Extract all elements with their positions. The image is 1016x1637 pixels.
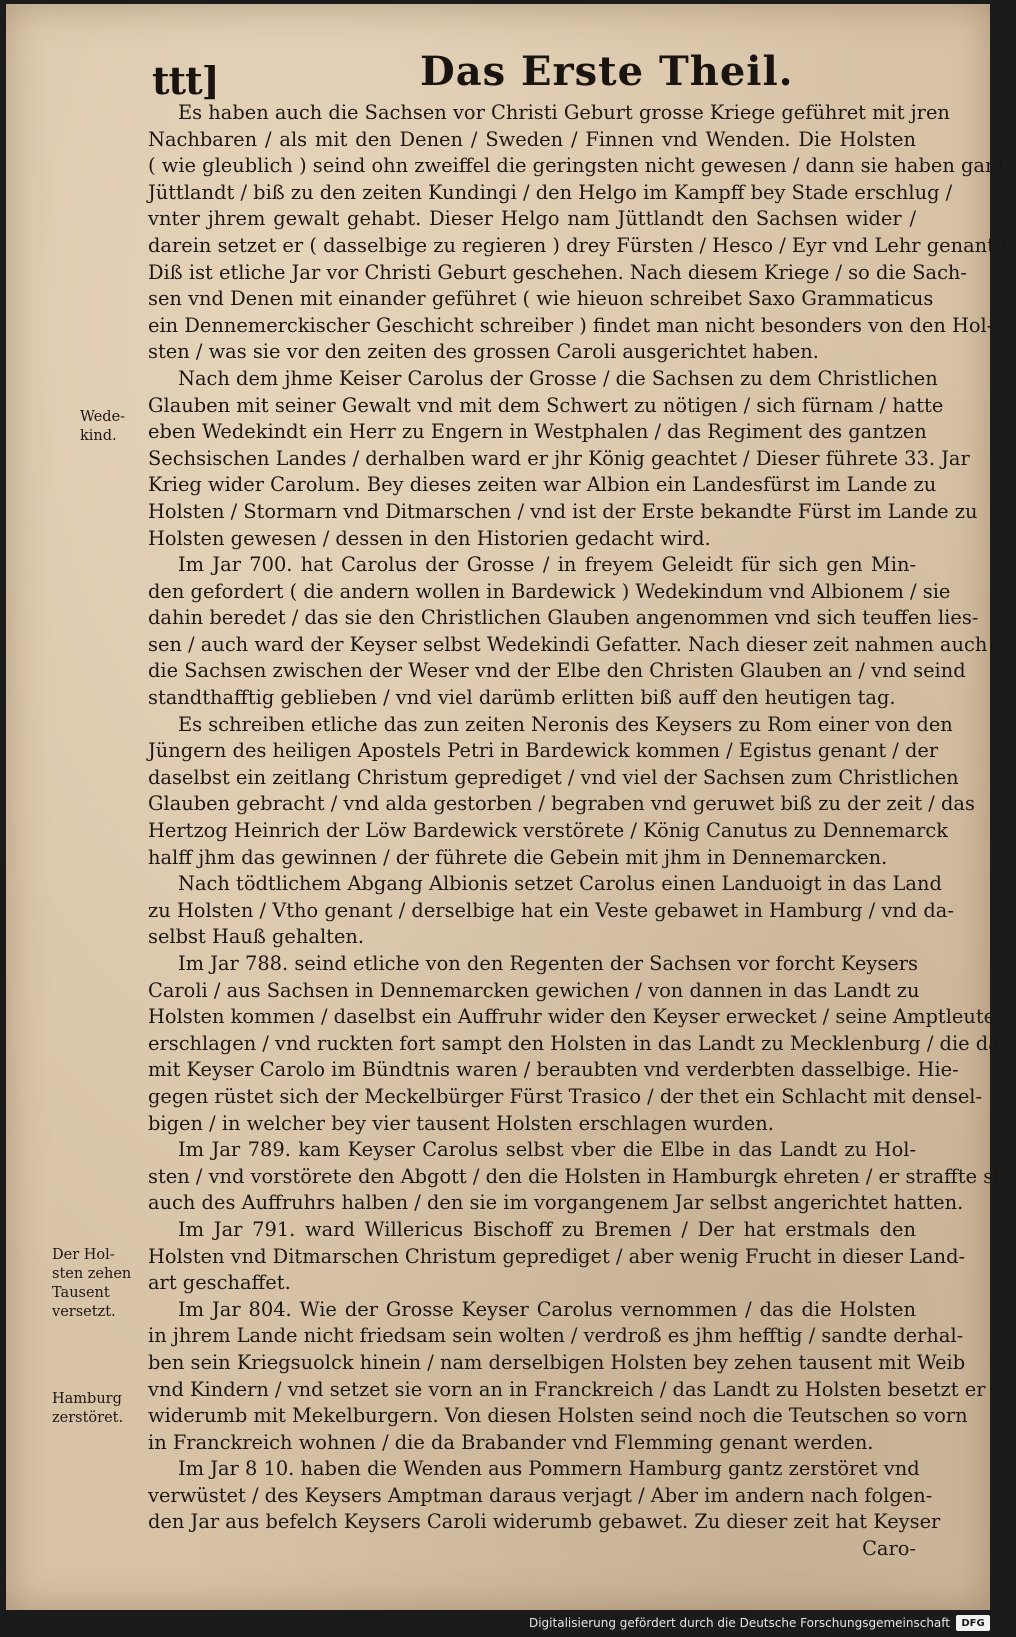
text-line: ein Dennemerckischer Geschicht schreiber ) findet man nicht besonders von den Hol- <box>148 313 994 337</box>
text-line: Caroli / aus Sachsen in Dennemarcken gewichen / von dannen in das Landt zu <box>148 978 920 1002</box>
margin-note-wedekind <box>80 408 125 446</box>
catchword: Caro- <box>862 1537 916 1561</box>
main-text-block <box>148 100 1016 1563</box>
text-line: Im Jar 791. ward Willericus Bischoff zu Bremen / Der hat erstmals den <box>178 1217 916 1241</box>
text-line: Im Jar 700. hat Carolus der Grosse / in freyem Geleidt für sich gen Min- <box>178 553 916 577</box>
page-number: ttt] <box>152 58 219 103</box>
text-line: mit Keyser Carolo im Bündtnis waren / beraubten vnd verderbten dasselbige. Hie- <box>148 1058 959 1082</box>
margin-note-line: kind. <box>80 428 117 444</box>
text-line: sen / auch ward der Keyser selbst Wedekindi Gefatter. Nach dieser zeit nahmen auch <box>148 632 988 656</box>
text-line: Nach dem jhme Keiser Carolus der Grosse / die Sachsen zu dem Christlichen <box>178 366 938 390</box>
text-line: halff jhm das gewinnen / der führete die Gebein mit jhm in Dennemarcken. <box>148 845 888 869</box>
text-line: widerumb mit Mekelburgern. Von diesen Holsten seind noch die Teutschen so vorn <box>148 1404 968 1428</box>
text-line: Holsten / Stormarn vnd Ditmarschen / vnd ist der Erste bekandte Fürst im Lande zu <box>148 499 978 523</box>
text-line: Glauben gebracht / vnd alda gestorben / begraben vnd geruwet biß zu der zeit / das <box>148 792 975 816</box>
margin-note-line: Der Hol- <box>52 1247 115 1263</box>
text-line: sten / was sie vor den zeiten des grossen Caroli ausgerichtet haben. <box>148 340 819 364</box>
text-line: den Jar aus befelch Keysers Caroli widerumb gebawet. Zu dieser zeit hat Keyser <box>148 1510 941 1534</box>
text-line: Es schreiben etliche das zun zeiten Neronis des Keysers zu Rom einer von den <box>178 712 953 736</box>
text-line: Im Jar 8 10. haben die Wenden aus Pommern Hamburg gantz zerstöret vnd <box>178 1457 920 1481</box>
text-line: erschlagen / vnd ruckten fort sampt den Holsten in das Landt zu Mecklenburg / die da <box>148 1031 1000 1055</box>
text-line: ( wie gleublich ) seind ohn zweiffel die geringsten nicht gewesen / dann sie haben gantz <box>148 154 1016 178</box>
text-line: ben sein Kriegsuolck hinein / nam derselbigen Holsten bey zehen tausent mit Weib <box>148 1350 966 1374</box>
text-line: standthafftig geblieben / vnd viel darümb erlitten biß auff den heutigen tag. <box>148 686 896 710</box>
text-line: vnd Kindern / vnd setzet sie vorn an in Franckreich / das Landt zu Holsten besetzt er <box>148 1377 986 1401</box>
margin-note-hamburg-zerstoeret <box>52 1390 123 1428</box>
digitization-footer <box>529 1613 990 1633</box>
text-line: in Franckreich wohnen / die da Brabander vnd Flemming genant werden. <box>148 1430 874 1454</box>
margin-note-line: versetzt. <box>52 1304 116 1320</box>
text-line: verwüstet / des Keysers Amptman daraus verjagt / Aber im andern nach folgen- <box>148 1483 933 1507</box>
text-line: Holsten vnd Ditmarschen Christum geprediget / aber wenig Frucht in dieser Land- <box>148 1244 966 1268</box>
text-line: Glauben mit seiner Gewalt vnd mit dem Schwert zu nötigen / sich fürnam / hatte <box>148 393 944 417</box>
text-line: art geschaffet. <box>148 1271 291 1295</box>
text-line: sten / vnd vorstörete den Abgott / den die Holsten in Hamburgk ehreten / er straffte sie <box>148 1164 1011 1188</box>
text-line: Krieg wider Carolum. Bey dieses zeiten war Albion ein Landesfürst im Lande zu <box>148 473 937 497</box>
text-line: die Sachsen zwischen der Weser vnd der Elbe den Christen Glauben an / vnd seind <box>148 659 966 683</box>
margin-note-line: zerstöret. <box>52 1410 124 1426</box>
text-line: Diß ist etliche Jar vor Christi Geburt geschehen. Nach diesem Kriege / so die Sach- <box>148 260 967 284</box>
text-line: Sechsischen Landes / derhalben ward er jhr König geachtet / Dieser führete 33. Jar <box>148 446 970 470</box>
margin-note-line: Wede- <box>80 409 126 425</box>
footer-credit-text: Digitalisierung gefördert durch die Deutsche Forschungsgemeinschaft <box>528 1616 950 1630</box>
dfg-logo-icon: DFG <box>956 1615 990 1631</box>
text-line: Jüngern des heiligen Apostels Petri in Bardewick kommen / Egistus genant / der <box>148 739 939 763</box>
text-line: Jüttlandt / biß zu den zeiten Kundingi / den Helgo im Kampff bey Stade erschlug / <box>148 180 953 204</box>
text-line: Im Jar 804. Wie der Grosse Keyser Carolus vernommen / das die Holsten <box>178 1297 916 1321</box>
text-line: den gefordert ( die andern wollen in Bardewick ) Wedekindum vnd Albionem / sie <box>148 579 951 603</box>
text-line: in jhrem Lande nicht friedsam sein wolten / verdroß es jhm hefftig / sandte derhal- <box>148 1324 964 1348</box>
text-line: bigen / in welcher bey vier tausent Holsten erschlagen wurden. <box>148 1111 774 1135</box>
margin-note-line: Tausent <box>52 1285 110 1301</box>
text-line: Im Jar 788. seind etliche von den Regenten der Sachsen vor forcht Keysers <box>178 952 918 975</box>
text-line: Nachbaren / als mit den Denen / Sweden / Finnen vnd Wenden. Die Holsten <box>148 127 916 151</box>
margin-note-holsten-versetzt <box>52 1246 131 1322</box>
text-line: dahin beredet / das sie den Christlichen Glauben angenommen vnd sich teuffen lies- <box>148 606 979 630</box>
text-line: zu Holsten / Vtho genant / derselbige hat ein Veste gebawet in Hamburg / vnd da- <box>148 898 954 922</box>
running-title: Das Erste Theil. <box>420 48 794 95</box>
text-line: gegen rüstet sich der Meckelbürger Fürst Trasico / der thet ein Schlacht mit densel- <box>148 1084 983 1108</box>
text-line: selbst Hauß gehalten. <box>148 925 365 949</box>
text-line: daselbst ein zeitlang Christum geprediget / vnd viel der Sachsen zum Christlichen <box>148 765 959 789</box>
text-line: Hertzog Heinrich der Löw Bardewick verstörete / König Canutus zu Dennemarck <box>148 819 948 843</box>
margin-note-line: Hamburg <box>52 1391 122 1407</box>
text-line: Holsten kommen / daselbst ein Auffruhr wider den Keyser erwecket / seine Amptleute <box>148 1005 996 1029</box>
text-line: Nach tödtlichem Abgang Albionis setzet Carolus einen Landuoigt in das Land <box>178 872 942 896</box>
text-line: vnter jhrem gewalt gehabt. Dieser Helgo nam Jüttlandt den Sachsen wider / <box>148 207 916 231</box>
text-line: eben Wedekindt ein Herr zu Engern in Westphalen / das Regiment des gantzen <box>148 420 927 444</box>
text-line: Im Jar 789. kam Keyser Carolus selbst vber die Elbe in das Landt zu Hol- <box>178 1138 916 1162</box>
margin-note-line: sten zehen <box>52 1266 132 1282</box>
text-line: Holsten gewesen / dessen in den Historien gedacht wird. <box>148 526 711 550</box>
text-line: Es haben auch die Sachsen vor Christi Geburt grosse Kriege geführet mit jren <box>178 101 950 124</box>
text-line: auch des Auffruhrs halben / den sie im vorgangenem Jar selbst angerichtet hatten. <box>148 1191 964 1215</box>
text-line: darein setzet er ( dasselbige zu regieren ) drey Fürsten / Hesco / Eyr vnd Lehr genant / <box>148 233 1008 257</box>
text-line: sen vnd Denen mit einander geführet ( wie hieuon schreibet Saxo Grammaticus <box>148 287 934 311</box>
